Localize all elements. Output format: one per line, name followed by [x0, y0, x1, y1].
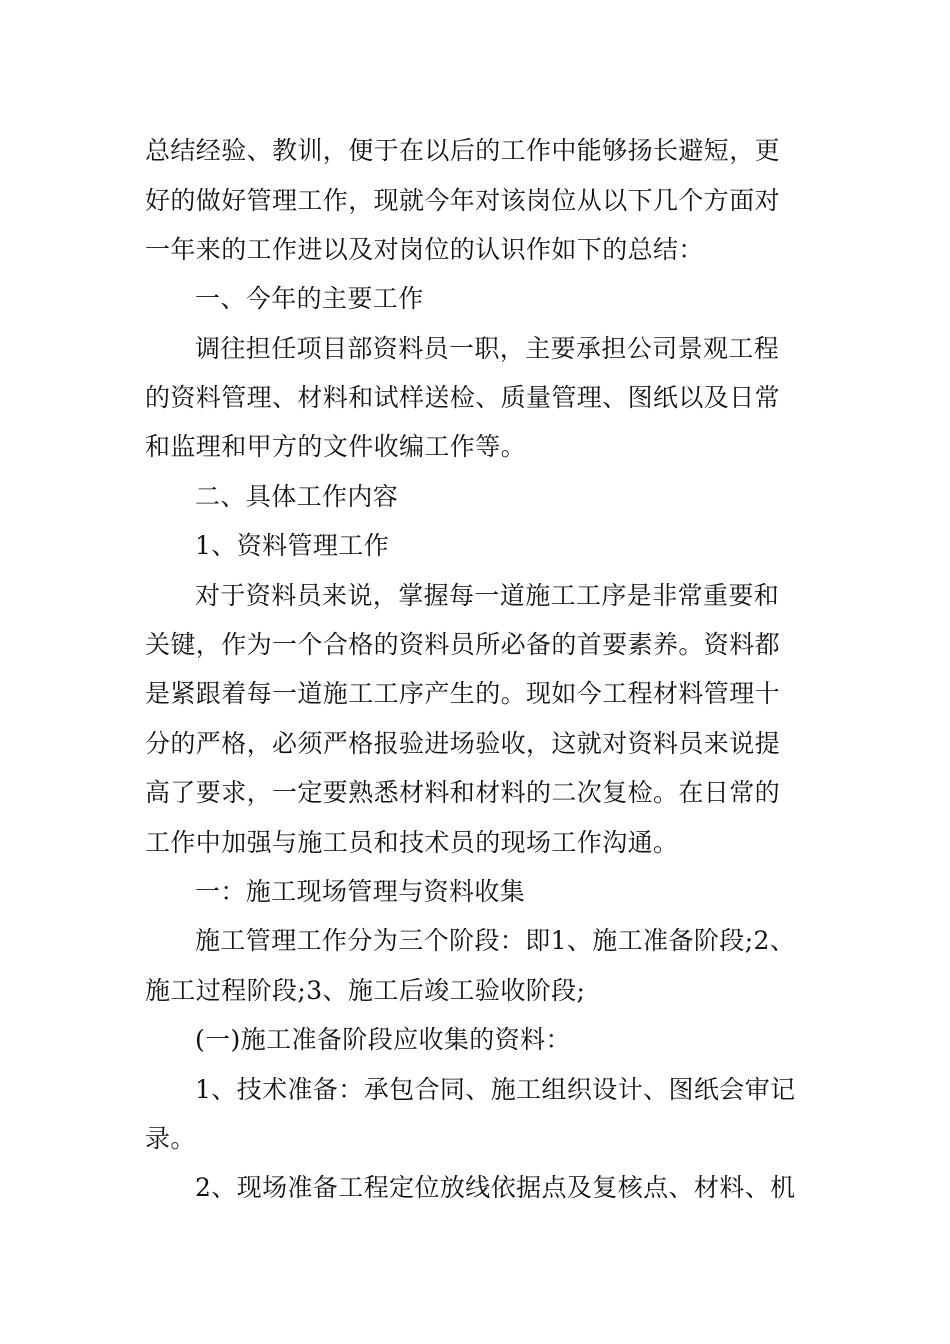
text-line-21: 录。 — [145, 1124, 196, 1153]
text-line-13: 分的严格，必须严格报验进场验收，这就对资料员来说提 — [145, 729, 781, 758]
text-line-15: 工作中加强与施工员和技术员的现场工作沟通。 — [145, 828, 679, 857]
text-line-10: 对于资料员来说，掌握每一道施工工序是非常重要和 — [195, 581, 780, 610]
text-line-3: 一年来的工作进以及对岗位的认识作如下的总结： — [145, 235, 704, 264]
text-line-18: 施工过程阶段;3、施工后竣工验收阶段; — [145, 976, 586, 1005]
subsection-heading-1: 1、资料管理工作 — [195, 531, 390, 560]
text-line-12: 是紧跟着每一道施工工序产生的。现如今工程材料管理十 — [145, 679, 781, 708]
subsection-heading-3: (一)施工准备阶段应收集的资料： — [195, 1025, 571, 1054]
text-line-20: 1、技术准备：承包合同、施工组织设计、图纸会审记 — [195, 1075, 796, 1104]
text-line-7: 和监理和甲方的文件收编工作等。 — [145, 432, 527, 461]
text-line-5: 调往担任项目部资料员一职，主要承担公司景观工程 — [195, 334, 780, 363]
text-line-22: 2、现场准备工程定位放线依据点及复核点、材料、机 — [195, 1173, 796, 1202]
subsection-heading-2: 一：施工现场管理与资料收集 — [195, 877, 526, 906]
text-line-11: 关键，作为一个合格的资料员所必备的首要素养。资料都 — [145, 630, 781, 659]
text-line-6: 的资料管理、材料和试样送检、质量管理、图纸以及日常 — [145, 383, 781, 412]
section-heading-1: 一、今年的主要工作 — [195, 284, 424, 313]
text-line-2: 好的做好管理工作，现就今年对该岗位从以下几个方面对 — [145, 186, 781, 215]
text-line-14: 高了要求，一定要熟悉材料和材料的二次复检。在日常的 — [145, 778, 781, 807]
text-line-1: 总结经验、教训，便于在以后的工作中能够扬长避短，更 — [145, 136, 781, 165]
section-heading-2: 二、具体工作内容 — [195, 482, 399, 511]
text-line-17: 施工管理工作分为三个阶段：即1、施工准备阶段;2、 — [195, 926, 796, 955]
